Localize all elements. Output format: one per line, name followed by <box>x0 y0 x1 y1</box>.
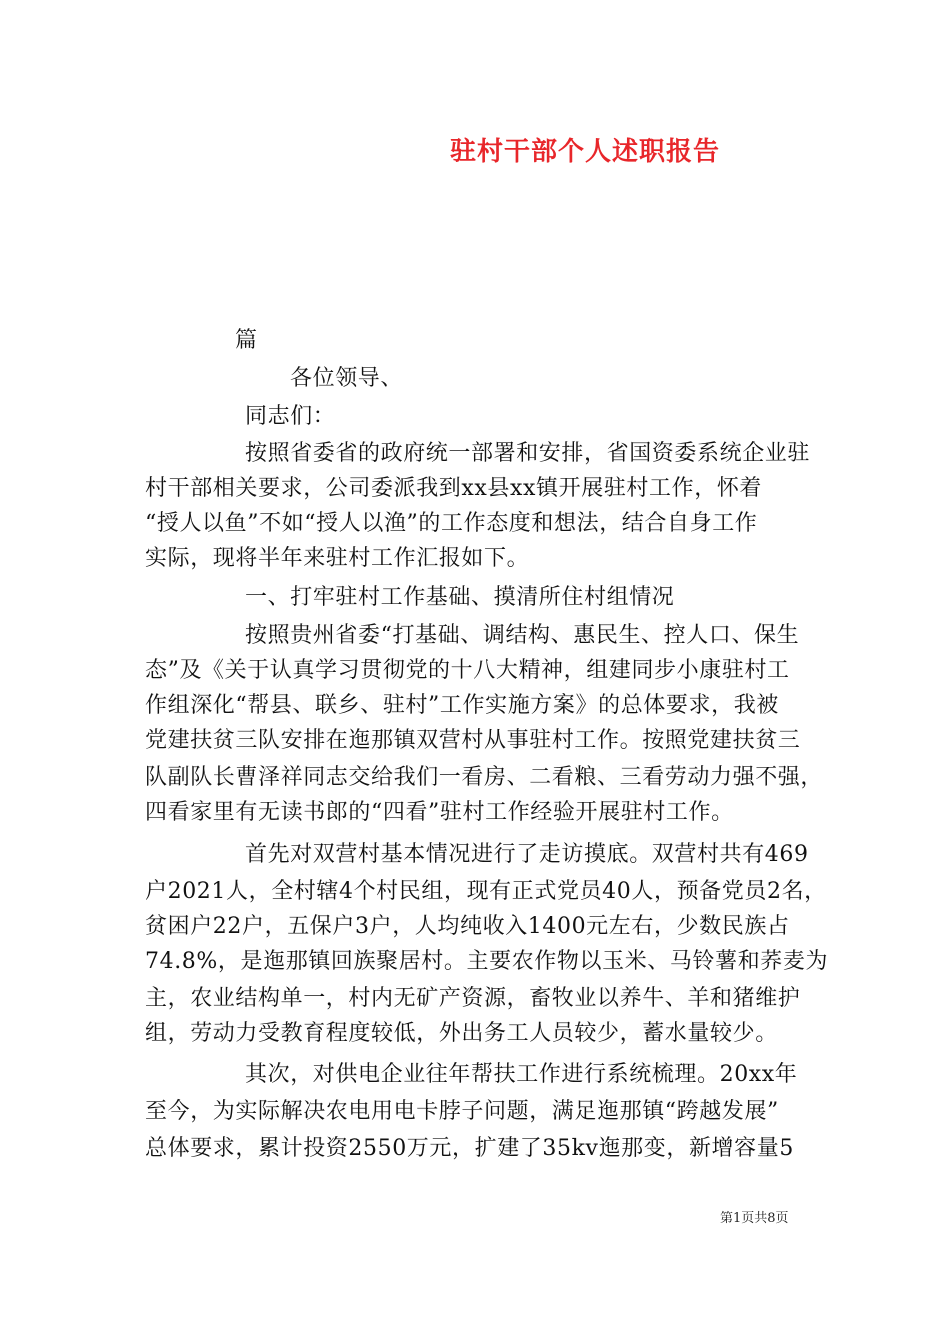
document-title: 驻村干部个人述职报告 <box>450 137 721 167</box>
paragraph-line: 实际，现将半年来驻村工作汇报如下。 <box>145 546 530 571</box>
paragraph-line: “授人以鱼”不如“授人以渔”的工作态度和想法，结合自身工作 <box>145 511 758 536</box>
text-line: 篇 <box>235 328 258 353</box>
paragraph-line: 其次，对供电企业往年帮扶工作进行系统梳理。20xx年 <box>245 1062 798 1087</box>
paragraph-line: 组，劳动力受教育程度较低，外出务工人员较少，蓄水量较少。 <box>145 1021 778 1046</box>
paragraph-line: 按照贵州省委“打基础、调结构、惠民生、控人口、保生 <box>245 623 800 648</box>
paragraph-line: 贫困户22户，五保户3户，人均纯收入1400元左右，少数民族占 <box>145 914 790 939</box>
salutation-line: 各位领导、 <box>290 366 404 391</box>
paragraph-line: 态”及《关于认真学习贯彻党的十八大精神，组建同步小康驻村工 <box>145 658 790 683</box>
paragraph-line: 村干部相关要求，公司委派我到xx县xx镇开展驻村工作，怀着 <box>145 476 763 501</box>
page-footer: 第1页共8页 <box>720 1211 789 1226</box>
paragraph-line: 主，农业结构单一，村内无矿产资源，畜牧业以养牛、羊和猪维护 <box>145 986 801 1011</box>
paragraph-line: 首先对双营村基本情况进行了走访摸底。双营村共有469 <box>245 842 809 867</box>
paragraph-line: 至今，为实际解决农电用电卡脖子问题，满足迤那镇“跨越发展” <box>145 1099 779 1124</box>
paragraph-line: 四看家里有无读书郎的“四看”驻村工作经验开展驻村工作。 <box>145 800 734 825</box>
paragraph-line: 队副队长曹泽祥同志交给我们一看房、二看粮、三看劳动力强不强， <box>145 765 824 790</box>
paragraph-line: 按照省委省的政府统一部署和安排，省国资委系统企业驻 <box>245 441 811 466</box>
paragraph-line: 74.8%，是迤那镇回族聚居村。主要农作物以玉米、马铃薯和荞麦为 <box>145 949 829 974</box>
paragraph-line: 总体要求，累计投资2550万元，扩建了35kv迤那变，新增容量5 <box>145 1136 794 1161</box>
salutation-line: 同志们： <box>245 404 336 429</box>
section-heading: 一、打牢驻村工作基础、摸清所住村组情况 <box>245 585 675 610</box>
paragraph-line: 户2021人，全村辖4个村民组，现有正式党员40人，预备党员2名， <box>145 879 827 904</box>
paragraph-line: 作组深化“帮县、联乡、驻村”工作实施方案》的总体要求，我被 <box>145 693 779 718</box>
paragraph-line: 党建扶贫三队安排在迤那镇双营村从事驻村工作。按照党建扶贫三 <box>145 728 801 753</box>
